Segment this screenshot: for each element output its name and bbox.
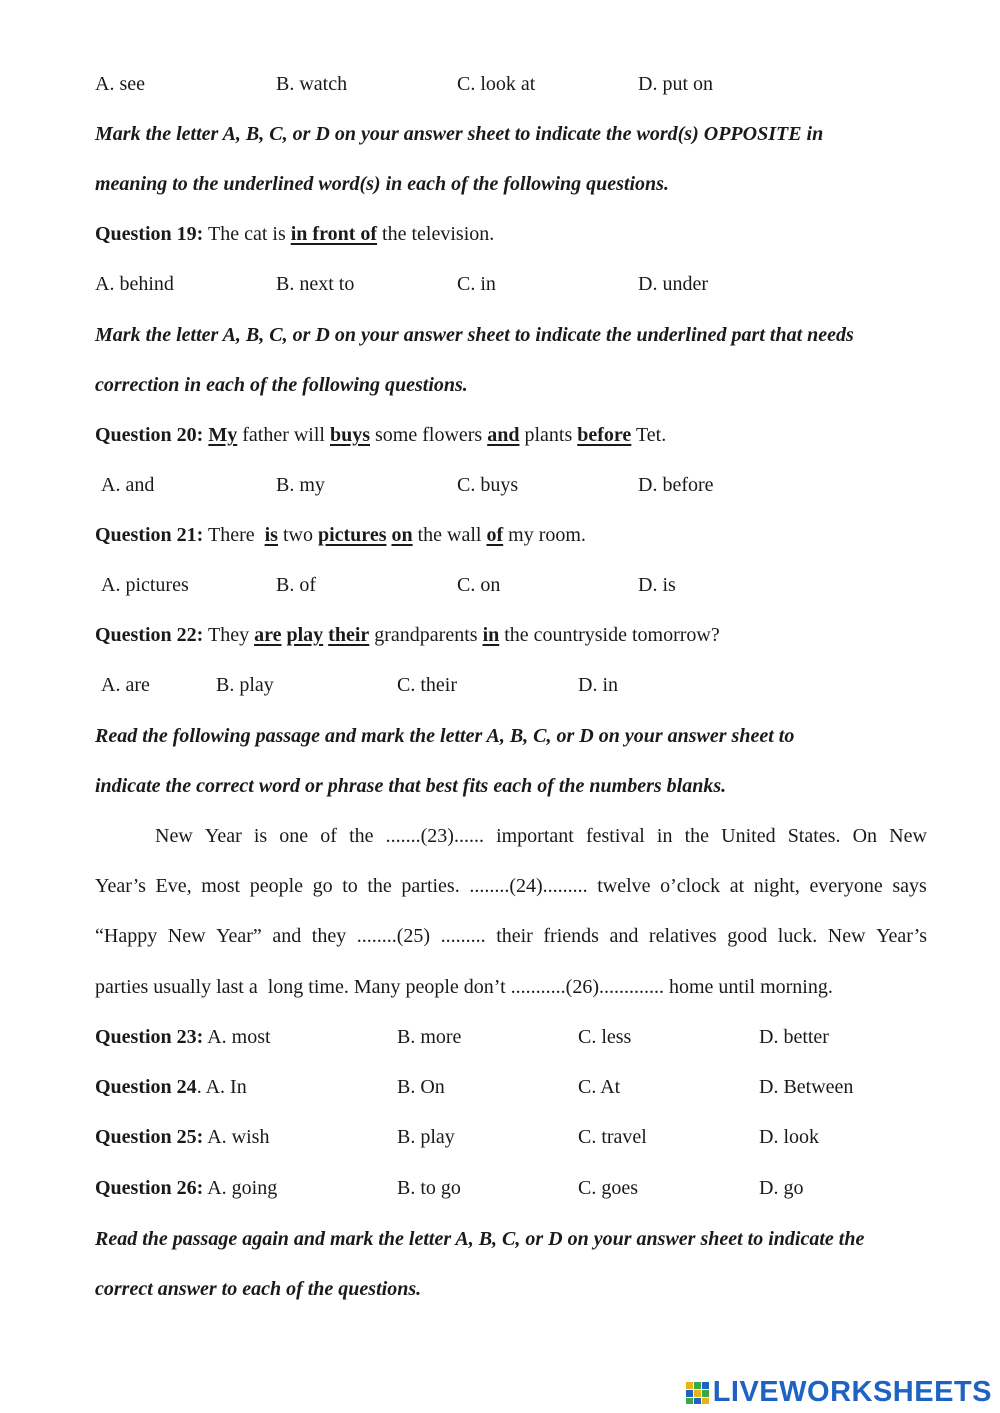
question-21 bbox=[95, 523, 586, 547]
passage-word: On bbox=[852, 825, 878, 847]
question-20-label: Question 20: bbox=[95, 424, 204, 446]
q18-option-b: B. watch bbox=[276, 73, 348, 95]
q23-option-d: D. better bbox=[759, 1026, 829, 1048]
q25-option-c: C. travel bbox=[578, 1126, 647, 1148]
liveworksheets-logo-text: LIVEWORKSHEETS bbox=[712, 1376, 992, 1408]
q25-option-b: B. play bbox=[397, 1126, 455, 1148]
passage-word: United bbox=[721, 825, 776, 847]
q24-option-a: . A. In bbox=[196, 1076, 247, 1098]
passage-word: the bbox=[349, 825, 374, 847]
question-19-text-post: the television. bbox=[377, 223, 495, 245]
question-21-underlined: is bbox=[264, 524, 278, 546]
passage-blank-25: ........(25) bbox=[356, 925, 431, 947]
passage-word: to bbox=[342, 875, 358, 897]
question-22-underlined: their bbox=[328, 624, 370, 646]
passage-word: ......... bbox=[440, 925, 486, 947]
passage-word: festival bbox=[585, 825, 645, 847]
question-20-text: Tet. bbox=[631, 424, 667, 446]
question-22-label: Question 22: bbox=[95, 624, 204, 646]
q26-option-b: B. to go bbox=[397, 1177, 461, 1199]
passage-word: in bbox=[656, 825, 673, 847]
question-21-underlined: of bbox=[486, 524, 504, 546]
question-22-text: grandparents bbox=[369, 624, 483, 646]
q25-option-d: D. look bbox=[759, 1126, 819, 1148]
q24-option-b: B. On bbox=[397, 1076, 445, 1098]
question-22-text: the countryside tomorrow? bbox=[499, 624, 720, 646]
passage-line-3 bbox=[95, 924, 927, 948]
passage-word: friends bbox=[543, 925, 599, 947]
q19-option-b: B. next to bbox=[276, 273, 355, 295]
question-21-text: my room. bbox=[503, 524, 586, 546]
q18-option-c: C. look at bbox=[457, 73, 536, 95]
passage-word: important bbox=[496, 825, 574, 847]
passage-word: parties. bbox=[401, 875, 460, 897]
passage-word: the bbox=[684, 825, 710, 847]
passage-word: relatives bbox=[648, 925, 717, 947]
question-19-underlined: in front of bbox=[290, 223, 378, 245]
q21-option-c: C. on bbox=[457, 574, 501, 596]
q23-option-b: B. more bbox=[397, 1026, 462, 1048]
q26-option-d: D. go bbox=[759, 1177, 804, 1199]
passage-word: o’clock bbox=[660, 875, 721, 897]
passage-word: Year’s bbox=[95, 875, 146, 897]
question-19 bbox=[95, 222, 494, 246]
q23-option-a: A. most bbox=[203, 1026, 271, 1048]
question-21-text: There bbox=[203, 524, 265, 546]
passage-word: they bbox=[311, 925, 347, 947]
q24-option-c: C. At bbox=[578, 1076, 621, 1098]
question-21-text: the wall bbox=[412, 524, 487, 546]
passage-word: go bbox=[312, 875, 333, 897]
liveworksheets-logo[interactable] bbox=[685, 1376, 992, 1409]
q19-option-a: A. behind bbox=[95, 273, 174, 295]
passage-word: night, bbox=[753, 875, 800, 897]
question-22-text: They bbox=[203, 624, 255, 646]
passage-word: everyone bbox=[809, 875, 883, 897]
question-19-text-pre: The cat is bbox=[203, 223, 291, 245]
q22-option-a: A. are bbox=[101, 674, 150, 696]
passage-word: at bbox=[729, 875, 745, 897]
passage-line-4: parties usually last a long time. Many people don’t ...........(26)............. home until morning. bbox=[95, 976, 833, 998]
passage-word: New bbox=[889, 825, 927, 847]
passage-word: twelve bbox=[597, 875, 651, 897]
passage-word: luck. bbox=[777, 925, 818, 947]
q18-option-a: A. see bbox=[95, 73, 145, 95]
question-20-underlined: My bbox=[208, 424, 238, 446]
q21-option-b: B. of bbox=[276, 574, 316, 596]
question-22 bbox=[95, 623, 720, 647]
question-21-text: two bbox=[277, 524, 318, 546]
passage-word: their bbox=[496, 925, 533, 947]
passage-word: is bbox=[253, 825, 268, 847]
q23-option-c: C. less bbox=[578, 1026, 632, 1048]
q24-option-d: D. Between bbox=[759, 1076, 854, 1098]
question-20-underlined: buys bbox=[329, 424, 371, 446]
passage-word: New bbox=[827, 925, 866, 947]
q22-option-d: D. in bbox=[578, 674, 618, 696]
passage-word: New bbox=[155, 825, 193, 847]
question-20-text: plants bbox=[519, 424, 578, 446]
passage-word: Year” bbox=[216, 925, 262, 947]
instruction-passage-line2: indicate the correct word or phrase that best fits each of the numbers blanks. bbox=[95, 775, 727, 797]
passage-word: good bbox=[727, 925, 768, 947]
question-26-label: Question 26: bbox=[95, 1177, 204, 1199]
question-20-text: some flowers bbox=[370, 424, 488, 446]
liveworksheets-logo-icon bbox=[685, 1381, 711, 1405]
question-21-underlined: on bbox=[391, 524, 413, 546]
instruction-correction-line2: correction in each of the following questions. bbox=[95, 374, 468, 396]
passage-blank-23: .......(23)...... bbox=[385, 825, 484, 847]
q19-option-d: D. under bbox=[638, 273, 708, 295]
passage-word: Year’s bbox=[876, 925, 927, 947]
q20-option-d: D. before bbox=[638, 474, 714, 496]
q21-option-a: A. pictures bbox=[101, 574, 189, 596]
q21-option-d: D. is bbox=[638, 574, 676, 596]
q26-option-c: C. goes bbox=[578, 1177, 638, 1199]
question-22-underlined: play bbox=[286, 624, 324, 646]
passage-word: “Happy bbox=[95, 925, 158, 947]
passage-word: and bbox=[609, 925, 639, 947]
passage-word: New bbox=[167, 925, 206, 947]
question-25-label: Question 25: bbox=[95, 1126, 204, 1148]
question-22-underlined: are bbox=[254, 624, 282, 646]
question-20-underlined: before bbox=[577, 424, 632, 446]
passage-word: Eve, bbox=[155, 875, 192, 897]
question-20 bbox=[95, 423, 666, 447]
question-24-label: Question 24 bbox=[95, 1076, 197, 1098]
passage-word: says bbox=[892, 875, 927, 897]
passage-word: and bbox=[272, 925, 302, 947]
passage-word: States. bbox=[787, 825, 841, 847]
q18-option-d: D. put on bbox=[638, 73, 713, 95]
question-20-underlined: and bbox=[487, 424, 520, 446]
q26-option-a: A. going bbox=[203, 1177, 278, 1199]
q20-option-b: B. my bbox=[276, 474, 325, 496]
q22-option-c: C. their bbox=[397, 674, 457, 696]
passage-word: one bbox=[279, 825, 309, 847]
passage-word: the bbox=[367, 875, 392, 897]
instruction-opposite-line1: Mark the letter A, B, C, or D on your answer sheet to indicate the word(s) OPPOSITE in bbox=[95, 123, 824, 145]
question-21-label: Question 21: bbox=[95, 524, 204, 546]
question-19-label: Question 19: bbox=[95, 223, 204, 245]
passage-word: most bbox=[201, 875, 241, 897]
passage-word: people bbox=[249, 875, 304, 897]
passage-line-2 bbox=[95, 874, 927, 898]
instruction-passage-line1: Read the following passage and mark the letter A, B, C, or D on your answer sheet to bbox=[95, 725, 795, 747]
instruction-opposite-line2: meaning to the underlined word(s) in each of the following questions. bbox=[95, 173, 669, 195]
passage-line-1 bbox=[155, 824, 927, 848]
passage-word: of bbox=[320, 825, 337, 847]
question-22-underlined: in bbox=[482, 624, 500, 646]
q20-option-a: A. and bbox=[101, 474, 155, 496]
q19-option-c: C. in bbox=[457, 273, 496, 295]
question-21-underlined: pictures bbox=[317, 524, 387, 546]
q22-option-b: B. play bbox=[216, 674, 274, 696]
q25-option-a: A. wish bbox=[203, 1126, 270, 1148]
instruction-reread-line2: correct answer to each of the questions. bbox=[95, 1278, 422, 1300]
passage-word: Year bbox=[204, 825, 242, 847]
instruction-reread-line1: Read the passage again and mark the letter A, B, C, or D on your answer sheet to indicate the bbox=[95, 1228, 865, 1250]
question-23-label: Question 23: bbox=[95, 1026, 204, 1048]
instruction-correction-line1: Mark the letter A, B, C, or D on your answer sheet to indicate the underlined part that needs bbox=[95, 324, 854, 346]
question-20-text: father will bbox=[237, 424, 330, 446]
passage-blank-24: ........(24)......... bbox=[469, 875, 588, 897]
q20-option-c: C. buys bbox=[457, 474, 519, 496]
